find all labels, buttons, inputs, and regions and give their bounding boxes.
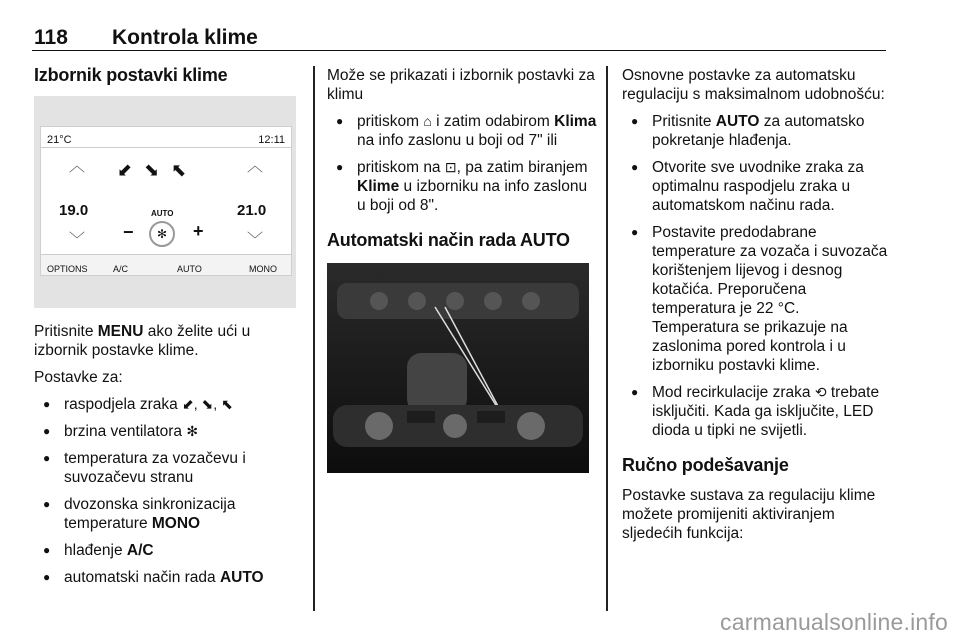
- page-header: [32, 26, 886, 51]
- list-item: ● hlađenje A/C: [34, 541, 302, 560]
- fan-icon: ✻: [149, 221, 175, 247]
- settings-list: [34, 395, 302, 587]
- auto-steps-list: [622, 112, 888, 440]
- paragraph-settings: Postavke za:: [34, 369, 123, 386]
- tab-auto: AUTO: [177, 264, 202, 274]
- chevron-up-icon: ︿: [69, 158, 86, 175]
- air-distribution-icons: ⬋⬊⬉: [117, 160, 199, 180]
- list-item: ● pritiskom na ⊡, pa zatim biranjem Klime u izborniku na info zaslonu u boji od 8".: [327, 158, 597, 215]
- console-illustration: [327, 263, 589, 473]
- paragraph-menu: Pritisnite MENU ako želite ući u izbornik postavke klime.: [34, 323, 251, 359]
- screen-tab-bar: [41, 254, 291, 275]
- menu-icon: ⊡: [444, 159, 457, 175]
- section-heading-manual: Ručno podešavanje: [622, 455, 789, 475]
- column-1: [34, 64, 302, 595]
- column-divider-2: [606, 66, 608, 611]
- column-divider-1: [313, 66, 315, 611]
- fan-icon: ✻: [186, 423, 199, 439]
- climate-control-photo: [327, 263, 589, 473]
- climate-screen: [40, 126, 292, 276]
- paragraph-auto-intro: Osnovne postavke za automatsku regulaciju s maksimalnom udobnošću:: [622, 67, 885, 103]
- list-item: ● dvozonska sinkronizacija temperature MONO: [34, 495, 302, 533]
- fan-plus-button: +: [193, 221, 204, 241]
- list-item: ● temperatura za vozačevu i suvozačevu stranu: [34, 449, 302, 487]
- recirculation-icon: ⟲: [814, 384, 827, 400]
- temp-driver: 19.0: [59, 202, 89, 219]
- section-heading-climate-menu: Izbornik postavki klime: [34, 65, 228, 85]
- list-item: ● pritiskom ⌂ i zatim odabirom Klima na info zaslonu u boji od 7" ili: [327, 112, 597, 150]
- clock: 12:11: [258, 134, 285, 146]
- paragraph-intro: Može se prikazati i izbornik postavki za klimu: [327, 67, 595, 103]
- list-item: ● Pritisnite AUTO za automatsko pokretanje hlađenja.: [622, 112, 888, 150]
- list-item: ● brzina ventilatora ✻: [34, 422, 302, 441]
- tab-options: OPTIONS: [47, 264, 88, 274]
- screen-status-bar: [41, 127, 291, 148]
- temp-passenger: 21.0: [237, 202, 267, 219]
- menu-access-list: [327, 112, 597, 215]
- list-item: ● Otvorite sve uvodnike zraka za optimalnu raspodjelu zraka u automatskom načinu rada.: [622, 158, 888, 215]
- air-distribution-icons: ⬋, ⬊, ⬉: [182, 396, 233, 412]
- auto-label: AUTO: [151, 209, 174, 218]
- section-heading-auto: Automatski način rada AUTO: [327, 230, 570, 250]
- chevron-up-icon: ︿: [247, 158, 264, 175]
- outside-temp: 21°C: [47, 134, 72, 146]
- column-2: [327, 66, 597, 473]
- list-item: ● automatski način rada AUTO: [34, 568, 302, 587]
- page-title: Kontrola klime: [112, 26, 258, 49]
- home-icon: ⌂: [423, 113, 432, 129]
- list-item: ● Mod recirkulacije zraka ⟲ trebate isključiti. Kada ga isključite, LED dioda u tipki ne svijetli.: [622, 383, 888, 440]
- chevron-down-icon: ﹀: [69, 232, 86, 249]
- fan-minus-button: −: [123, 222, 134, 242]
- climate-menu-figure: [34, 96, 296, 308]
- tab-ac: A/C: [113, 264, 129, 274]
- chevron-down-icon: ﹀: [247, 232, 264, 249]
- list-item: ● Postavite predodabrane temperature za vozača i suvozača korištenjem lijevog i desnog kotačića. Preporučena temperatura je 22 °C. Temperatura se prikazuje na zaslonima pored kontrola i u izborniku postavki klime.: [622, 223, 888, 375]
- column-3: [622, 66, 888, 551]
- watermark: carmanualsonline.info: [720, 609, 948, 635]
- list-item: ● raspodjela zraka ⬋, ⬊, ⬉: [34, 395, 302, 414]
- tab-mono: MONO: [249, 264, 277, 274]
- paragraph-manual: Postavke sustava za regulaciju klime možete promijeniti aktiviranjem sljedećih funkcija:: [622, 487, 876, 542]
- page-number: 118: [34, 26, 68, 49]
